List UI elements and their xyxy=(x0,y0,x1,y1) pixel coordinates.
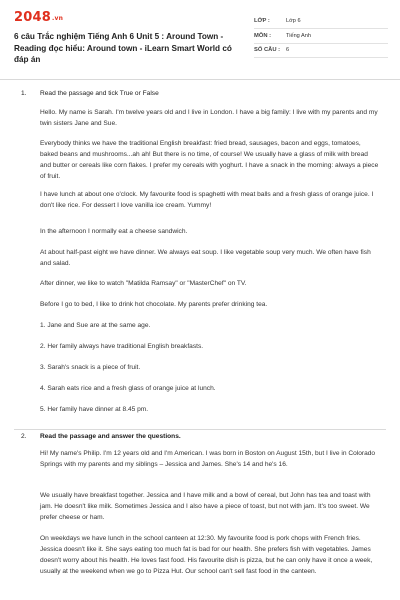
question-title: Read the passage and tick True or False xyxy=(40,90,159,97)
passage-paragraph: At about half-past eight we have dinner. We always eat soup. I like vegetable soup very much. We often have fish and salad. xyxy=(40,249,371,267)
meta-value: Tiếng Anh xyxy=(284,29,388,44)
statement-item: 3. Sarah's snack is a piece of fruit. xyxy=(40,364,141,371)
statement-item: 4. Sarah eats rice and a fresh glass of orange juice at lunch. xyxy=(40,385,216,392)
question-number: 1. xyxy=(21,90,27,97)
passage-paragraph: After dinner, we like to watch "Matilda Ramsay" or "MasterChef" on TV. xyxy=(40,280,247,287)
statement-item: 1. Jane and Sue are at the same age. xyxy=(40,322,151,329)
meta-value: Lớp 6 xyxy=(284,14,388,29)
question-title: Read the passage and answer the questions. xyxy=(40,433,181,440)
question-divider xyxy=(14,429,386,430)
passage-paragraph: I have lunch at about one o'clock. My favourite food is spaghetti with meat balls and a fresh glass of orange juice. I don't like rice. For dessert I love vanilla ice cream. Yummy! xyxy=(40,191,374,209)
question-number: 2. xyxy=(21,433,27,440)
passage-paragraph: Everybody thinks we have the traditional English breakfast: fried bread, sausages, bacon and eggs, tomatoes, baked beans and mushrooms...ah ah! But there is no time, of course! We usually have a glass of milk with bread and butter or cereals like corn flakes. I prefer my cereals with yoghurt. I have a snack in the morning: always a piece of fruit. xyxy=(40,140,379,180)
statement-item: 5. Her family have dinner at 8.45 pm. xyxy=(40,406,149,413)
meta-key: MÔN : xyxy=(254,29,284,44)
meta-row-grade xyxy=(254,14,388,29)
site-logo[interactable] xyxy=(14,10,63,25)
meta-row-count xyxy=(254,43,388,58)
logo-text: 2048 xyxy=(14,10,51,25)
meta-key: SỐ CÂU : xyxy=(254,43,284,58)
passage-paragraph: Before I go to bed, I like to drink hot chocolate. My parents prefer drinking tea. xyxy=(40,301,268,308)
statement-item: 2. Her family always have traditional English breakfasts. xyxy=(40,343,204,350)
meta-key: LỚP : xyxy=(254,14,284,29)
passage-paragraph: Hi! My name's Philip. I'm 12 years old and I'm American. I was born in Boston on August 15th, but I live in Colorado Springs with my parents and my siblings – Jessica and James. She's 14 and he's 16. xyxy=(40,450,376,468)
document-meta-table xyxy=(254,14,388,58)
passage-paragraph: We usually have breakfast together. Jessica and I have milk and a bowl of cereal, but John has tea and toast with jam. He doesn't like milk. Sometimes Jessica and I also have a piece of toast, but not with jam. It's too sweet. We prefer cheese or ham. xyxy=(40,492,371,521)
passage-paragraph: Hello. My name is Sarah. I'm twelve years old and I live in London. I have a big family: I live with my parents and my twin sisters Jane and Sue. xyxy=(40,109,378,127)
meta-row-subject xyxy=(254,29,388,44)
meta-value: 6 xyxy=(284,43,388,58)
passage-paragraph: On weekdays we have lunch in the school canteen at 12:30. My favourite food is pork chops with French fries. Jessica doesn't like it. She says eating too much fat is bad for our health. She prefers fish with vegetables. James doesn't worry about his health. He loves fast food. His favourite dish is pizza, but he can only have it once a week, usually at the weekend when we go to Pizza Hut. Our school can't sell fast food in the canteen. xyxy=(40,535,373,575)
document-title: 6 câu Trắc nghiệm Tiếng Anh 6 Unit 5 : Around Town - Reading đọc hiểu: Around town - iLearn Smart World có đáp án xyxy=(14,32,232,64)
passage-paragraph: In the afternoon I normally eat a cheese sandwich. xyxy=(40,228,188,235)
logo-tld: .vn xyxy=(51,15,64,22)
page-header xyxy=(0,0,400,80)
